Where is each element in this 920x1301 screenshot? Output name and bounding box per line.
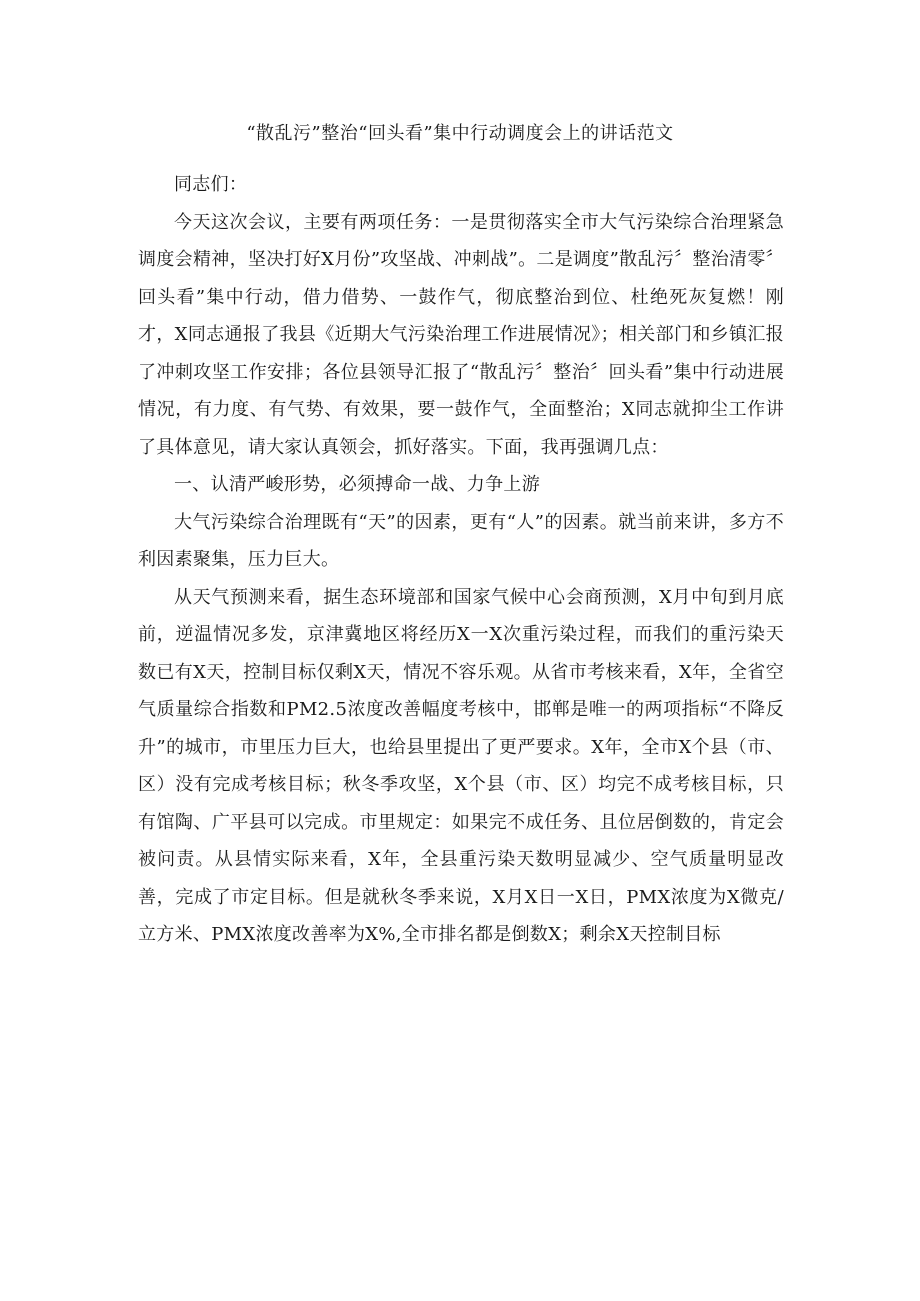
body-paragraph: 大气污染综合治理既有“天”的因素，更有“人”的因素。就当前来讲，多方不利因素聚集，压力巨大。 <box>138 511 784 570</box>
body-paragraph: 从天气预测来看，据生态环境部和国家气候中心会商预测，X月中旬到月底前，逆温情况多发，京津冀地区将经历X一X次重污染过程，而我们的重污染天数已有X天，控制目标仅剩X天，情况不容乐观。从省市考核来看，X年，全省空气质量综合指数和PM2.5浓度改善幅度考核中，邯郸是唯一的两项指标“不降反升”的城市，市里压力巨大，也给县里提出了更严要求。X年，全市X个县（市、区）没有完成考核目标；秋冬季攻坚，X个县（市、区）均完不成考核目标，只有馆陶、广平县可以完成。市里规定：如果完不成任务、且位居倒数的，肯定会被问责。从县情实际来看，X年，全县重污染天数明显减少、空气质量明显改善，完成了市定目标。但是就秋冬季来说，X月X日一X日，PMX浓度为X微克/立方米、PMX浓度改善率为X%,全市排名都是倒数X；剩余X天控制目标 <box>138 586 784 945</box>
document-body <box>138 166 784 954</box>
section-heading: 一、认清严峻形势，必须搏命一战、力争上游 <box>174 474 540 495</box>
document-title: “散乱污”整治“回头看”集中行动调度会上的讲话范文 <box>246 123 674 144</box>
body-paragraph: 今天这次会议，主要有两项任务：一是贯彻落实全市大气污染综合治理紧急调度会精神，坚决打好X月份”攻坚战、冲刺战”。二是调度”散乱污〞整治清零〞回头看”集中行动，借力借势、一鼓作气，彻底整治到位、杜绝死灰复燃！刚才，X同志通报了我县《近期大气污染治理工作进展情况》；相关部门和乡镇汇报了冲刺攻坚工作安排；各位县领导汇报了“散乱污〞整治〞回头看”集中行动进展情况，有力度、有气势、有效果，要一鼓作气，全面整治；X同志就抑尘工作讲了具体意见，请大家认真领会，抓好落实。下面，我再强调几点： <box>138 211 784 458</box>
salutation-paragraph: 同志们： <box>174 174 248 195</box>
